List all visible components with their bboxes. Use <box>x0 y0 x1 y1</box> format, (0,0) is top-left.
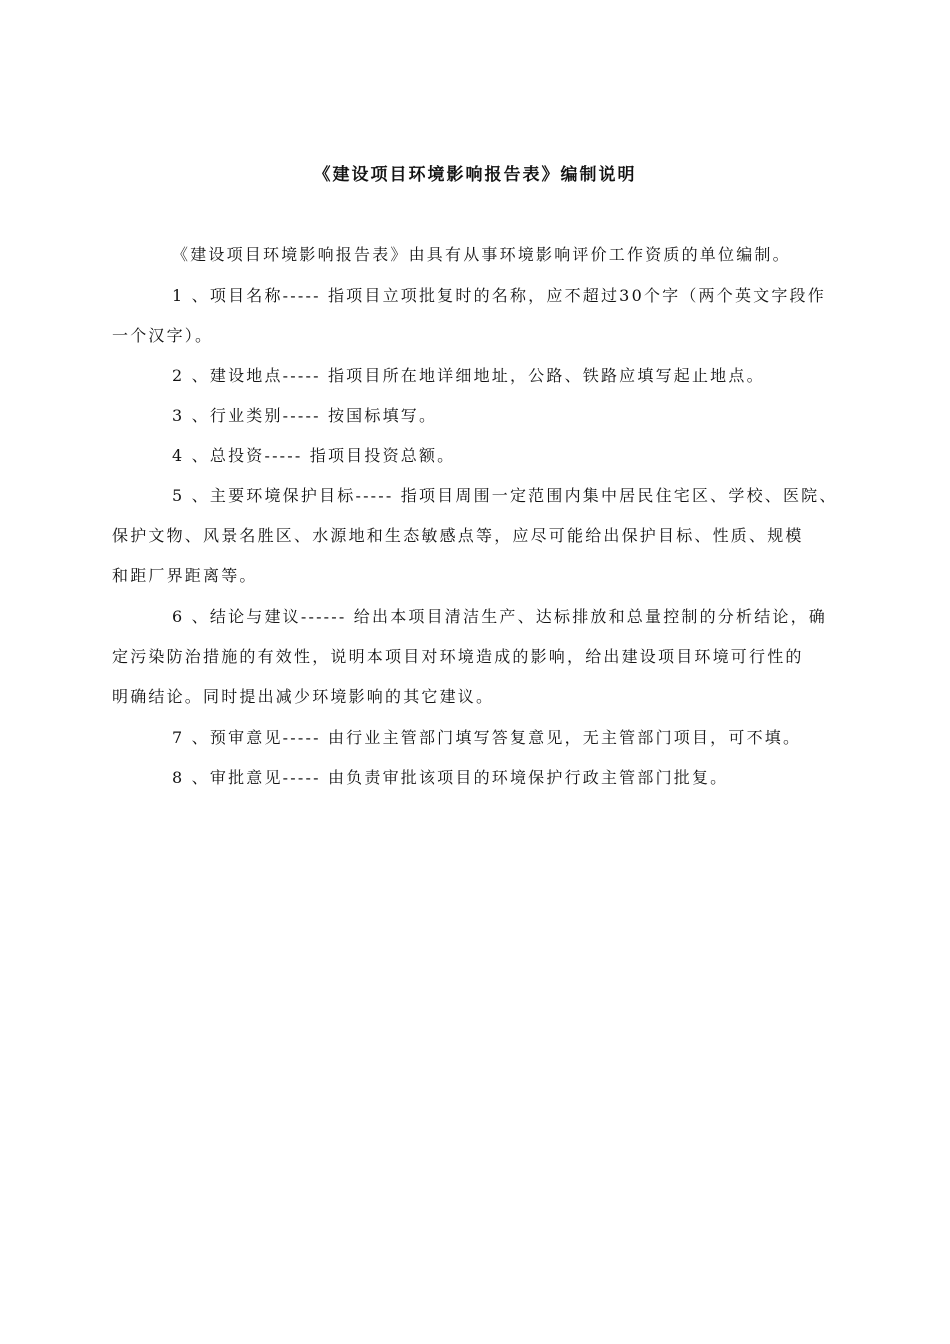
item-7: 7 、预审意见----- 由行业主管部门填写答复意见，无主管部门项目，可不填。 <box>172 728 802 747</box>
item-5-line-3: 和距厂界距离等。 <box>112 566 258 585</box>
document-title: 《建设项目环境影响报告表》编制说明 <box>313 165 637 185</box>
item-5-line-2: 保护文物、风景名胜区、水源地和生态敏感点等，应尽可能给出保护目标、性质、规模 <box>112 526 804 545</box>
item-6-line-1: 6 、结论与建议------ 给出本项目清洁生产、达标排放和总量控制的分析结论，确 <box>172 607 827 626</box>
item-5-line-1: 5 、主要环境保护目标----- 指项目周围一定范围内集中居民住宅区、学校、医院、 <box>172 486 838 505</box>
item-6-line-3: 明确结论。同时提出减少环境影响的其它建议。 <box>112 687 495 706</box>
item-3: 3 、行业类别----- 按国标填写。 <box>172 406 438 425</box>
item-8: 8 、审批意见----- 由负责审批该项目的环境保护行政主管部门批复。 <box>172 768 729 787</box>
item-4: 4 、总投资----- 指项目投资总额。 <box>172 446 456 465</box>
intro-paragraph: 《建设项目环境影响报告表》由具有从事环境影响评价工作资质的单位编制。 <box>172 245 791 264</box>
item-1-line-2: 一个汉字）。 <box>112 326 214 345</box>
item-6-line-2: 定污染防治措施的有效性，说明本项目对环境造成的影响，给出建设项目环境可行性的 <box>112 647 804 666</box>
item-2: 2 、建设地点----- 指项目所在地详细地址，公路、铁路应填写起止地点。 <box>172 366 765 385</box>
item-1-line-1: 1 、项目名称----- 指项目立项批复时的名称，应不超过30个字（两个英文字段作 <box>172 286 826 305</box>
